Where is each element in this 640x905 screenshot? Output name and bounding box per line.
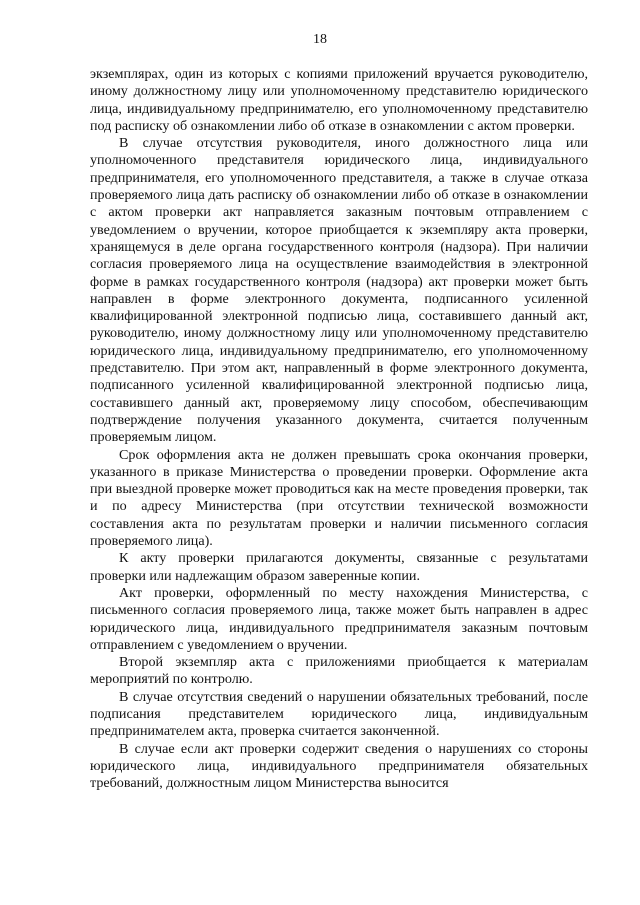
paragraph-8: В случае если акт проверки содержит сведения о нарушениях со стороны юридического лица, индивидуального предпринимателя обязательных требований, должностным лицом Министерства выносится [90, 740, 588, 792]
document-body [90, 66, 588, 792]
paragraph-1: экземплярах, один из которых с копиями приложений вручается руководителю, иному должностному лицу или уполномоченному представителю юридического лица, индивидуальному предпринимателю, его уполномоченному представителю под расписку об ознакомлении либо об отказе в ознакомлении с актом проверки. [90, 66, 588, 134]
paragraph-4: К акту проверки прилагаются документы, связанные с результатами проверки или надлежащим образом заверенные копии. [90, 550, 588, 584]
paragraph-3: Срок оформления акта не должен превышать срока окончания проверки, указанного в приказе Министерства о проведении проверки. Оформление акта при выездной проверке может проводиться как на месте проведения проверки, так и по адресу Министерства (при отсутствии технической возможности составления акта по результатам проверки и наличии письменного согласия проверяемого лица). [90, 446, 588, 550]
paragraph-6: Второй экземпляр акта с приложениями приобщается к материалам мероприятий по контролю. [90, 654, 588, 688]
paragraph-7: В случае отсутствия сведений о нарушении обязательных требований, после подписания представителем юридического лица, индивидуальным предпринимателем акта, проверка считается законченной. [90, 688, 588, 740]
page-number: 18 [313, 32, 327, 47]
paragraph-5: Акт проверки, оформленный по месту нахождения Министерства, с письменного согласия проверяемого лица, также может быть направлен в адрес юридического лица, индивидуального предпринимателя заказным почтовым отправлением с уведомлением о вручении. [90, 584, 588, 653]
paragraph-2: В случае отсутствия руководителя, иного должностного лица или уполномоченного представителя юридического лица, индивидуального предпринимателя, его уполномоченного представителя, а также в случае отказа проверяемого лица дать расписку об ознакомлении либо об отказе в ознакомлении с актом проверки акт направляется заказным почтовым отправлением с уведомлением о вручении, которое приобщается к экземпляру акта проверки, хранящемуся в деле органа государственного контроля (надзора). При наличии согласия проверяемого лица на осуществление взаимодействия в электронной форме в рамках государственного контроля (надзора) акт проверки может быть направлен в форме электронного документа, подписанного усиленной квалифицированной электронной подписью лица, составившего данный акт, руководителю, иному должностному лицу или уполномоченному представителю юридического лица, индивидуальному предпринимателю, его уполномоченному представителю. При этом акт, направленный в форме электронного документа, подписанного усиленной квалифицированной электронной подписью лица, составившего данный акт, проверяемому лицу способом, обеспечивающим подтверждение получения указанного документа, считается полученным проверяемым лицом. [90, 135, 588, 446]
